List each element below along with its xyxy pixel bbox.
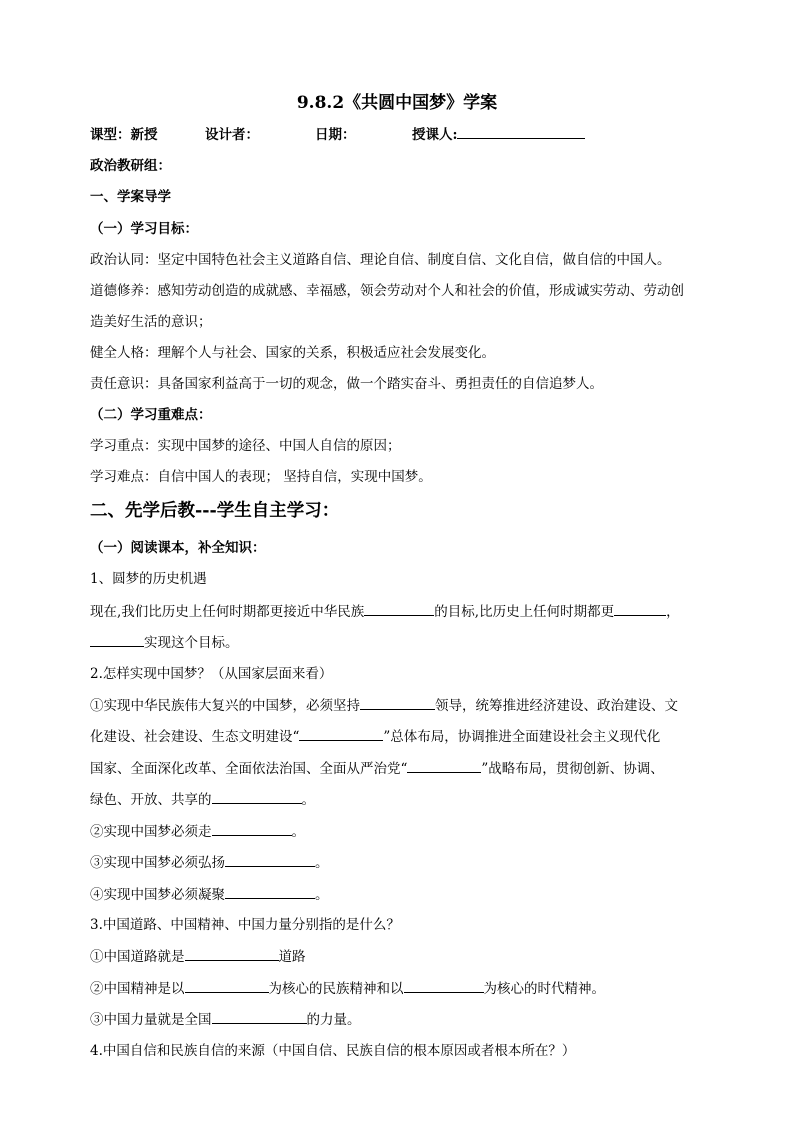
q2-text-5b: 。 xyxy=(291,824,305,840)
question-2: 2.怎样实现中国梦？（从国家层面来看） xyxy=(90,666,333,682)
q3-text-2a: ②中国精神是以 xyxy=(90,981,185,997)
q3-line2 xyxy=(90,978,605,999)
q1-text-a: 现在,我们比历史上任何时期都更接近中华民族 xyxy=(90,604,365,620)
q1-line1 xyxy=(90,601,680,622)
goals-heading: （一）学习目标： xyxy=(90,221,198,237)
q1-text-c: ， xyxy=(666,604,680,620)
q2-blank-6[interactable] xyxy=(225,852,315,867)
question-4: 4.中国自信和民族自信的来源（中国自信、民族自信的根本原因或者根本所在？） xyxy=(90,1043,576,1059)
q2-text-2b: ”总体布局，协调推进全面建设社会主义现代化 xyxy=(383,729,661,745)
section1-heading: 一、学案导学 xyxy=(90,189,171,205)
q2-line3 xyxy=(90,758,664,779)
q3-text-2b: 为核心的民族精神和以 xyxy=(268,981,404,997)
q2-blank-3[interactable] xyxy=(407,758,481,773)
goal-personality: 健全人格：理解个人与社会、国家的关系，积极适应社会发展变化。 xyxy=(90,345,495,361)
q1-line2 xyxy=(90,632,239,653)
goal-moral-line2: 造美好生活的意识； xyxy=(90,314,212,330)
q1-blank-1[interactable] xyxy=(364,601,434,616)
q3-blank-3[interactable] xyxy=(404,978,484,993)
q2-text-1b: 领导，统筹推进经济建设、政治建设、文 xyxy=(435,698,678,714)
q2-text-3b: ”战略布局，贯彻创新、协调、 xyxy=(481,761,664,777)
goal-political: 政治认同：坚定中国特色社会主义道路自信、理论自信、制度自信、文化自信，做自信的中国人。 xyxy=(90,252,671,268)
q3-line1 xyxy=(90,946,306,967)
goal-responsibility: 责任意识：具备国家利益高于一切的观念，做一个踏实奋斗、勇担责任的自信追梦人。 xyxy=(90,376,603,392)
q1-text-b: 的目标,比历史上任何时期都更 xyxy=(434,604,615,620)
teacher-label: 授课人: xyxy=(412,127,458,143)
teacher-blank[interactable] xyxy=(457,124,585,139)
question-3: 3.中国道路、中国精神、中国力量分别指的是什么？ xyxy=(90,917,400,933)
q1-text-d: 实现这个目标。 xyxy=(144,635,239,651)
q2-line4 xyxy=(90,789,315,810)
group-label: 政治教研组： xyxy=(90,158,171,174)
q2-line7 xyxy=(90,884,329,905)
date-label: 日期： xyxy=(315,127,356,143)
q2-blank-7[interactable] xyxy=(225,884,315,899)
question-1: 1、圆梦的历史机遇 xyxy=(90,571,207,587)
q3-blank-4[interactable] xyxy=(212,1009,307,1024)
q3-text-3b: 的力量。 xyxy=(306,1012,361,1028)
q2-text-5a: ②实现中国梦必须走 xyxy=(90,824,212,840)
page-title: 9.8.2《共圆中国梦》学案 xyxy=(296,93,498,113)
q3-text-3a: ③中国力量就是全国 xyxy=(90,1012,212,1028)
meta-row xyxy=(90,124,585,145)
difficult-point: 学习难点：自信中国人的表现； 坚持自信，实现中国梦。 xyxy=(90,469,432,485)
key-heading: （二）学习重难点： xyxy=(90,407,212,423)
q2-line6 xyxy=(90,852,329,873)
q2-blank-1[interactable] xyxy=(360,695,435,710)
lesson-type: 课型：新授 xyxy=(90,127,158,143)
q2-blank-4[interactable] xyxy=(212,789,302,804)
q2-line2 xyxy=(90,726,660,747)
q2-line1 xyxy=(90,695,678,716)
section2-heading: 二、先学后教---学生自主学习： xyxy=(90,501,340,521)
designer-label: 设计者： xyxy=(205,127,259,143)
q2-line5 xyxy=(90,821,305,842)
q3-line3 xyxy=(90,1009,361,1030)
q2-text-2a: 化建设、社会建设、生态文明建设“ xyxy=(90,729,300,745)
q2-text-1a: ①实现中华民族伟大复兴的中国梦，必须坚持 xyxy=(90,698,360,714)
q2-blank-2[interactable] xyxy=(299,726,383,741)
q2-blank-5[interactable] xyxy=(212,821,292,836)
q2-text-4b: 。 xyxy=(301,792,315,808)
q1-blank-2[interactable] xyxy=(614,601,666,616)
q3-text-1b: 道路 xyxy=(278,949,306,965)
q3-text-1a: ①中国道路就是 xyxy=(90,949,185,965)
q2-text-3a: 国家、全面深化改革、全面依法治国、全面从严治党“ xyxy=(90,761,408,777)
q1-blank-3[interactable] xyxy=(90,632,144,647)
q2-text-6a: ③实现中国梦必须弘扬 xyxy=(90,855,225,871)
q2-text-7a: ④实现中国梦必须凝聚 xyxy=(90,887,225,903)
q3-text-2c: 为核心的时代精神。 xyxy=(483,981,605,997)
q2-text-4a: 绿色、开放、共享的 xyxy=(90,792,212,808)
q3-blank-1[interactable] xyxy=(185,946,279,961)
q2-text-6b: 。 xyxy=(315,855,329,871)
q2-text-7b: 。 xyxy=(315,887,329,903)
read-heading: （一）阅读课本，补全知识： xyxy=(90,540,266,556)
key-point: 学习重点：实现中国梦的途径、中国人自信的原因； xyxy=(90,438,401,454)
q3-blank-2[interactable] xyxy=(185,978,269,993)
goal-moral-line1: 道德修养：感知劳动创造的成就感、幸福感，领会劳动对个人和社会的价值，形成诚实劳动、劳动创 xyxy=(90,283,684,299)
